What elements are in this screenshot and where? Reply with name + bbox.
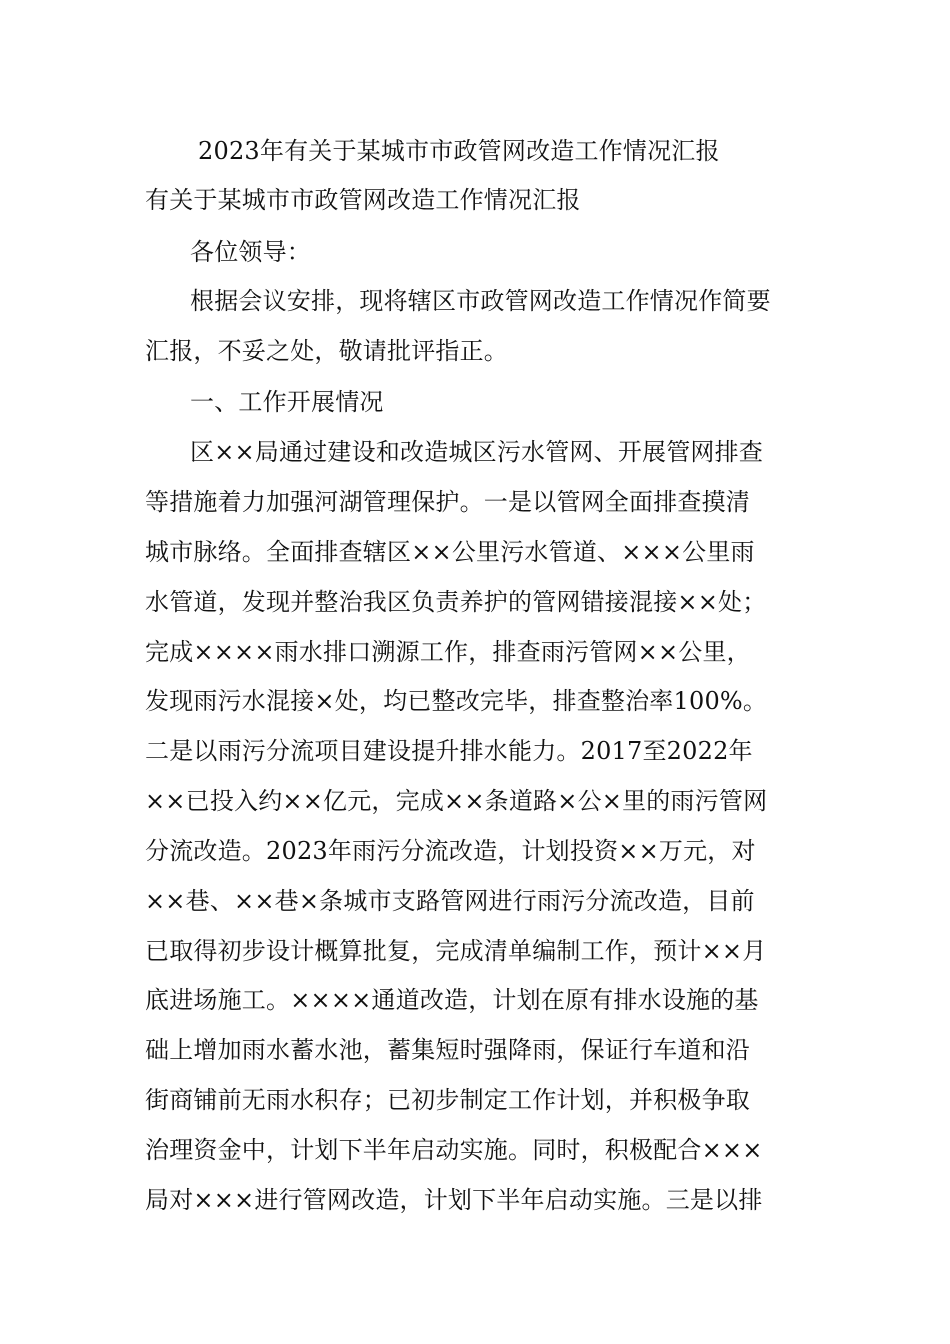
- document-subtitle: 有关于某城市市政管网改造工作情况汇报: [145, 186, 581, 214]
- body-line: 区××局通过建设和改造城区污水管网、开展管网排查: [190, 438, 764, 466]
- body-line: ××已投入约××亿元，完成××条道路×公×里的雨污管网: [145, 787, 768, 815]
- body-line: 础上增加雨水蓄水池，蓄集短时强降雨，保证行车道和沿: [145, 1036, 750, 1064]
- body-line: 底进场施工。××××通道改造，计划在原有排水设施的基: [145, 986, 759, 1014]
- document-title: 2023年有关于某城市市政管网改造工作情况汇报: [198, 137, 720, 165]
- body-line: ××巷、××巷×条城市支路管网进行雨污分流改造，目前: [145, 887, 755, 915]
- body-line: 街商铺前无雨水积存；已初步制定工作计划，并积极争取: [145, 1086, 750, 1114]
- body-line: 二是以雨污分流项目建设提升排水能力。2017至2022年: [145, 737, 753, 765]
- intro-line: 汇报，不妥之处，敬请批评指正。: [145, 337, 508, 365]
- section-heading: 一、工作开展情况: [190, 388, 384, 416]
- salutation: 各位领导：: [190, 238, 311, 266]
- body-line: 城市脉络。全面排查辖区××公里污水管道、×××公里雨: [145, 538, 755, 566]
- body-line: 完成××××雨水排口溯源工作，排查雨污管网××公里，: [145, 638, 751, 666]
- body-line: 发现雨污水混接×处，均已整改完毕，排查整治率100%。: [145, 687, 768, 715]
- intro-line: 根据会议安排，现将辖区市政管网改造工作情况作简要: [190, 287, 771, 315]
- body-line: 分流改造。2023年雨污分流改造，计划投资××万元，对: [145, 837, 756, 865]
- body-line: 局对×××进行管网改造，计划下半年启动实施。三是以排: [145, 1186, 763, 1214]
- body-line: 已取得初步设计概算批复，完成清单编制工作，预计××月: [145, 937, 767, 965]
- body-line: 等措施着力加强河湖管理保护。一是以管网全面排查摸清: [145, 488, 750, 516]
- body-line: 水管道，发现并整治我区负责养护的管网错接混接××处；: [145, 588, 767, 616]
- body-line: 治理资金中，计划下半年启动实施。同时，积极配合×××: [145, 1136, 763, 1164]
